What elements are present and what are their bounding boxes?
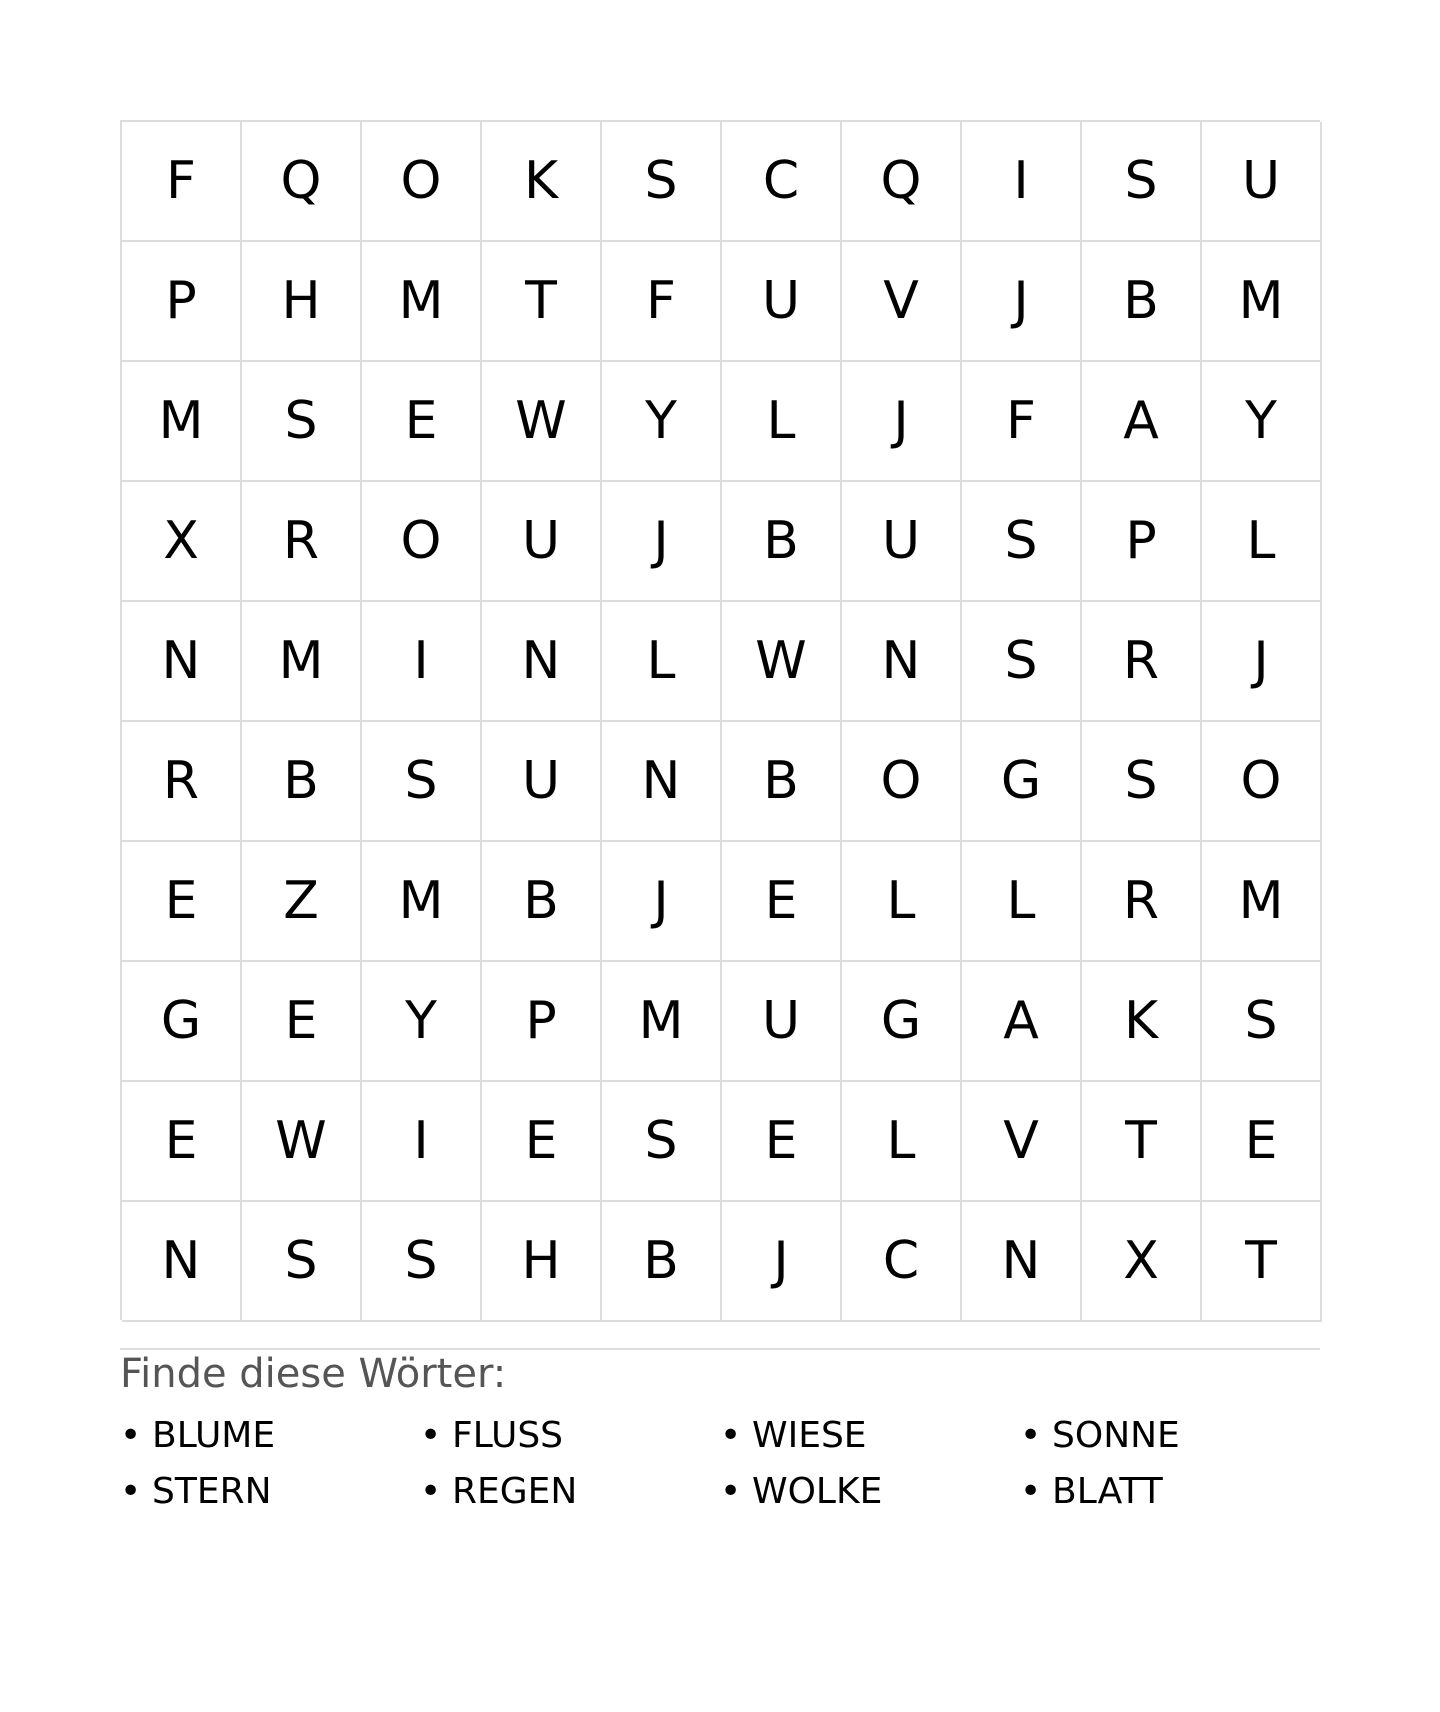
grid-cell[interactable]: J [1202,602,1322,722]
grid-cell[interactable]: G [122,962,242,1082]
grid-cell[interactable]: L [842,842,962,962]
grid-cell[interactable]: W [242,1082,362,1202]
word-list-item [420,1408,720,1464]
grid-cell[interactable]: U [482,722,602,842]
word-label: STERN [152,1471,272,1512]
grid-cell[interactable]: N [122,1202,242,1322]
word-list-item [1020,1464,1320,1520]
grid-cell[interactable]: S [242,362,362,482]
word-list-item [720,1408,1020,1464]
letter-grid [120,120,1320,1320]
word-label: BLATT [1052,1471,1163,1512]
grid-cell[interactable]: C [722,122,842,242]
grid-cell[interactable]: U [722,962,842,1082]
grid-cell[interactable]: V [962,1082,1082,1202]
word-list-item [120,1408,420,1464]
grid-cell[interactable]: L [602,602,722,722]
grid-cell[interactable]: P [1082,482,1202,602]
grid-cell[interactable]: I [362,1082,482,1202]
bullet-icon: • [1020,1415,1042,1456]
grid-cell[interactable]: L [842,1082,962,1202]
grid-cell[interactable]: S [602,1082,722,1202]
bullet-icon: • [120,1471,142,1512]
grid-cell[interactable]: R [1082,602,1202,722]
grid-cell[interactable]: M [1202,842,1322,962]
grid-cell[interactable]: T [1202,1202,1322,1322]
word-list-item [420,1464,720,1520]
grid-cell[interactable]: B [242,722,362,842]
grid-cell[interactable]: I [362,602,482,722]
grid-cell[interactable]: S [362,1202,482,1322]
word-list [120,1408,1320,1520]
grid-cell[interactable]: L [722,362,842,482]
grid-cell[interactable]: X [122,482,242,602]
grid-cell[interactable]: L [1202,482,1322,602]
grid-cell[interactable]: J [602,842,722,962]
grid-cell[interactable]: O [362,122,482,242]
grid-cell[interactable]: E [722,1082,842,1202]
grid-cell[interactable]: G [842,962,962,1082]
word-label: SONNE [1052,1415,1180,1456]
grid-cell[interactable]: M [1202,242,1322,362]
grid-cell[interactable]: O [842,722,962,842]
word-label: WOLKE [752,1471,883,1512]
grid-cell[interactable]: M [602,962,722,1082]
grid-cell[interactable]: U [722,242,842,362]
grid-cell[interactable]: S [962,602,1082,722]
grid-cell[interactable]: E [242,962,362,1082]
grid-cell[interactable]: B [722,722,842,842]
grid-cell[interactable]: K [482,122,602,242]
bullet-icon: • [420,1415,442,1456]
bullet-icon: • [1020,1471,1042,1512]
grid-cell[interactable]: N [482,602,602,722]
grid-cell[interactable]: U [842,482,962,602]
grid-cell[interactable]: S [962,482,1082,602]
grid-cell[interactable]: N [602,722,722,842]
bullet-icon: • [420,1471,442,1512]
grid-cell[interactable]: E [122,1082,242,1202]
grid-cell[interactable]: E [362,362,482,482]
grid-cell[interactable]: J [842,362,962,482]
grid-cell[interactable]: S [242,1202,362,1322]
word-label: REGEN [452,1471,578,1512]
grid-cell[interactable]: Y [362,962,482,1082]
grid-cell[interactable]: S [1082,722,1202,842]
grid-cell[interactable]: N [962,1202,1082,1322]
grid-cell[interactable]: S [362,722,482,842]
grid-cell[interactable]: J [722,1202,842,1322]
word-label: FLUSS [452,1415,564,1456]
grid-cell[interactable]: T [482,242,602,362]
grid-cell[interactable]: A [1082,362,1202,482]
grid-cell[interactable]: Q [842,122,962,242]
grid-cell[interactable]: U [482,482,602,602]
grid-cell[interactable]: X [1082,1202,1202,1322]
grid-cell[interactable]: Y [602,362,722,482]
grid-cell[interactable]: E [482,1082,602,1202]
bullet-icon: • [120,1415,142,1456]
grid-cell[interactable]: P [122,242,242,362]
grid-cell[interactable]: S [1202,962,1322,1082]
grid-cell[interactable]: Y [1202,362,1322,482]
grid-cell[interactable]: J [962,242,1082,362]
grid-cell[interactable]: M [362,242,482,362]
grid-cell[interactable]: E [1202,1082,1322,1202]
grid-cell[interactable]: A [962,962,1082,1082]
grid-cell[interactable]: L [962,842,1082,962]
word-list-item [120,1464,420,1520]
grid-cell[interactable]: V [842,242,962,362]
grid-cell[interactable]: O [1202,722,1322,842]
grid-cell[interactable]: I [962,122,1082,242]
grid-cell[interactable]: N [842,602,962,722]
grid-cell[interactable]: H [482,1202,602,1322]
grid-cell[interactable]: P [482,962,602,1082]
grid-cell[interactable]: Q [242,122,362,242]
grid-cell[interactable]: K [1082,962,1202,1082]
grid-cell[interactable]: R [242,482,362,602]
grid-cell[interactable]: N [122,602,242,722]
grid-cell[interactable]: C [842,1202,962,1322]
grid-cell[interactable]: S [602,122,722,242]
grid-cell[interactable]: F [122,122,242,242]
grid-cell[interactable]: T [1082,1082,1202,1202]
grid-cell[interactable]: J [602,482,722,602]
word-list-heading: Finde diese Wörter: [120,1351,507,1397]
grid-cell[interactable]: W [722,602,842,722]
grid-cell[interactable]: F [602,242,722,362]
grid-cell[interactable]: E [722,842,842,962]
bullet-icon: • [720,1415,742,1456]
grid-cell[interactable]: M [242,602,362,722]
grid-cell[interactable]: H [242,242,362,362]
grid-cell[interactable]: B [482,842,602,962]
grid-cell[interactable]: G [962,722,1082,842]
grid-cell[interactable]: E [122,842,242,962]
word-list-item [1020,1408,1320,1464]
grid-cell[interactable]: O [362,482,482,602]
grid-cell[interactable]: M [122,362,242,482]
word-list-item [720,1464,1020,1520]
grid-cell[interactable]: R [122,722,242,842]
word-label: BLUME [152,1415,276,1456]
grid-cell[interactable]: M [362,842,482,962]
grid-cell[interactable]: F [962,362,1082,482]
grid-cell[interactable]: S [1082,122,1202,242]
grid-cell[interactable]: B [1082,242,1202,362]
bullet-icon: • [720,1471,742,1512]
grid-cell[interactable]: U [1202,122,1322,242]
word-label: WIESE [752,1415,867,1456]
grid-cell[interactable]: R [1082,842,1202,962]
grid-cell[interactable]: W [482,362,602,482]
grid-cell[interactable]: B [722,482,842,602]
grid-cell[interactable]: B [602,1202,722,1322]
grid-cell[interactable]: Z [242,842,362,962]
